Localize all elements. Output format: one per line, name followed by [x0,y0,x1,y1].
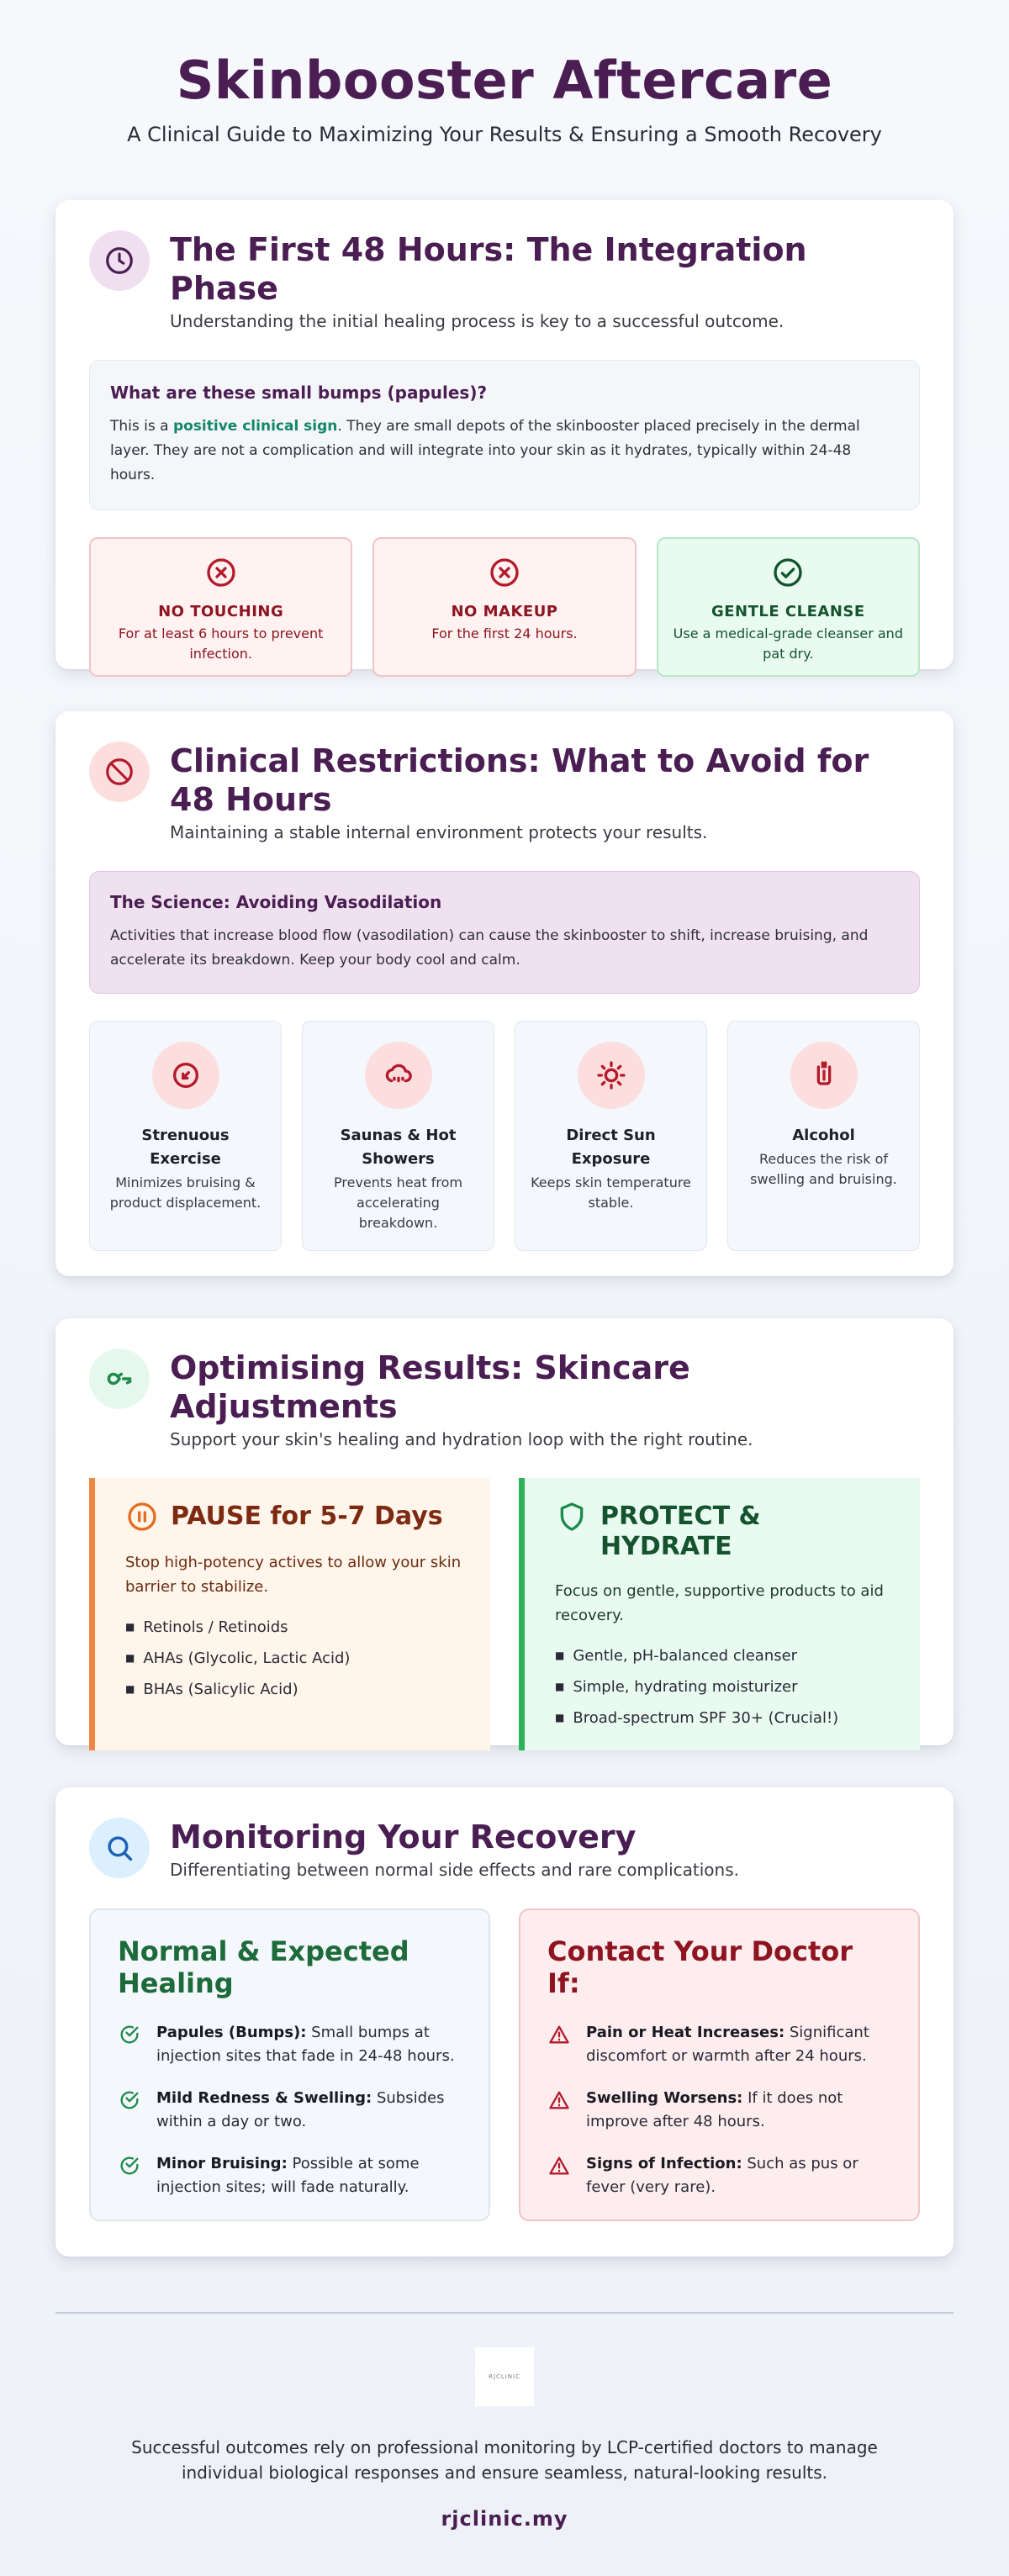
loop-icon [89,1349,150,1409]
list-item: ■ Broad-spectrum SPF 30+ (Crucial!) [555,1703,895,1734]
section-first-48-hours [55,200,954,669]
vasodilation-info-box [89,871,920,994]
section-title: Optimising Results: Skincare Adjustments [170,1349,690,1425]
section-title: Clinical Restrictions: What to Avoid for 48 Hours [170,742,869,818]
protect-list [555,1641,895,1734]
section-header [89,742,920,842]
section-header [89,1818,920,1880]
clinic-logo: RJCLINIC [475,2347,534,2406]
avoid-item-sun: Direct Sun Exposure Keeps skin temperature stable. [515,1021,707,1251]
protect-desc: Focus on gentle, supportive products to aid recovery. [555,1582,884,1624]
skincare-panels [89,1478,920,1750]
rule-no-makeup: NO MAKEUP For the first 24 hours. [372,537,636,677]
website-link[interactable]: rjclinic.my [441,2507,568,2531]
doctor-title: Contact Your Doctor If: [547,1935,853,1999]
page-subtitle: A Clinical Guide to Maximizing Your Results & Ensuring a Smooth Recovery [127,123,882,146]
avoid-item-exercise: Strenuous Exercise Minimizes bruising & product displacement. [89,1021,282,1251]
footer-text: Successful outcomes rely on professional monitoring by LCP-certified doctors to manage individual biological responses and ensure seamless, natural-looking results. [131,2437,878,2483]
pause-title: PAUSE for 5-7 Days [171,1502,443,1531]
list-item: ■ BHAs (Salicylic Acid) [125,1675,465,1706]
section-subtitle: Understanding the initial healing process is key to a successful outcome. [170,311,784,331]
rule-no-touching: NO TOUCHING For at least 6 hours to prevent infection. [89,537,352,677]
hero-header [55,0,954,200]
info-text: Activities that increase blood flow (vasodilation) can cause the skinbooster to shift, increase bruising, and accelerate its breakdown. Keep your body cool and calm. [110,927,869,969]
monitoring-panels [89,1908,920,2221]
check-circle-icon [118,2023,141,2046]
normal-title: Normal & Expected Healing [118,1935,409,1999]
list-item: ■ Simple, hydrating moisturizer [555,1672,895,1703]
section-skincare-adjustments [55,1318,954,1745]
rule-gentle-cleanse: GENTLE CLEANSE Use a medical-grade cleanser and pat dry. [657,537,920,677]
pause-panel [89,1478,490,1750]
list-item: ■ Retinols / Retinoids [125,1613,465,1644]
exercise-icon [152,1042,219,1109]
x-circle-icon [488,556,521,589]
list-item: Swelling Worsens: If it does not improve after 48 hours. [547,2087,893,2134]
list-item: ■ Gentle, pH-balanced cleanser [555,1641,895,1672]
list-item: Mild Redness & Swelling: Subsides within a day or two. [118,2087,463,2134]
page-title: Skinbooster Aftercare [176,50,833,111]
list-item: Papules (Bumps): Small bumps at injection sites that fade in 24-48 hours. [118,2021,463,2068]
footer-divider [55,2312,954,2314]
section-subtitle: Differentiating between normal side effects and rare complications. [170,1860,739,1880]
section-clinical-restrictions [55,711,954,1276]
section-monitoring [55,1787,954,2257]
info-text: This is a positive clinical sign. They are small depots of the skinbooster placed precisely in the dermal layer. They are not a complication and will integrate into your skin as it hydrates, typically within 24-48 hours. [110,418,860,483]
avoid-list [89,1021,920,1251]
steam-cloud-icon [365,1042,432,1109]
protect-panel [519,1478,920,1750]
list-item: Pain or Heat Increases: Significant discomfort or warmth after 24 hours. [547,2021,893,2068]
list-item: Signs of Infection: Such as pus or fever (very rare). [547,2152,893,2199]
x-circle-icon [204,556,238,589]
pause-desc: Stop high-potency actives to allow your skin barrier to stabilize. [125,1554,462,1596]
info-highlight: positive clinical sign [172,418,338,435]
pause-list [125,1613,465,1706]
section-title: The First 48 Hours: The Integration Phase [170,231,807,307]
avoid-item-alcohol: Alcohol Reduces the risk of swelling and bruising. [727,1021,920,1251]
normal-healing-panel [89,1908,490,2221]
check-circle-icon [118,2088,141,2112]
list-item: ■ AHAs (Glycolic, Lactic Acid) [125,1644,465,1675]
list-item: Minor Bruising: Possible at some injection sites; will fade naturally. [118,2152,463,2199]
drink-icon [790,1042,858,1109]
warning-triangle-icon [547,2088,571,2112]
info-title: The Science: Avoiding Vasodilation [110,892,442,912]
papules-info-box [89,360,920,510]
section-title: Monitoring Your Recovery [170,1819,637,1855]
check-circle-icon [118,2154,141,2177]
avoid-item-sauna: Saunas & Hot Showers Prevents heat from accelerating breakdown. [302,1021,494,1251]
clock-icon [89,230,150,291]
section-header [89,230,920,331]
warning-triangle-icon [547,2023,571,2046]
pause-icon [125,1500,159,1533]
sun-icon [578,1042,645,1109]
contact-doctor-panel [519,1908,920,2221]
section-header [89,1349,920,1449]
check-circle-icon [771,556,805,589]
aftercare-rules [89,537,920,677]
ban-icon [89,742,150,802]
search-icon [89,1818,150,1878]
footer [55,2312,954,2531]
info-title: What are these small bumps (papules)? [110,383,488,403]
warning-triangle-icon [547,2154,571,2177]
section-subtitle: Support your skin's healing and hydration loop with the right routine. [170,1429,753,1449]
shield-icon [555,1500,589,1533]
protect-title: PROTECT & HYDRATE [600,1502,761,1561]
section-subtitle: Maintaining a stable internal environment protects your results. [170,822,708,842]
